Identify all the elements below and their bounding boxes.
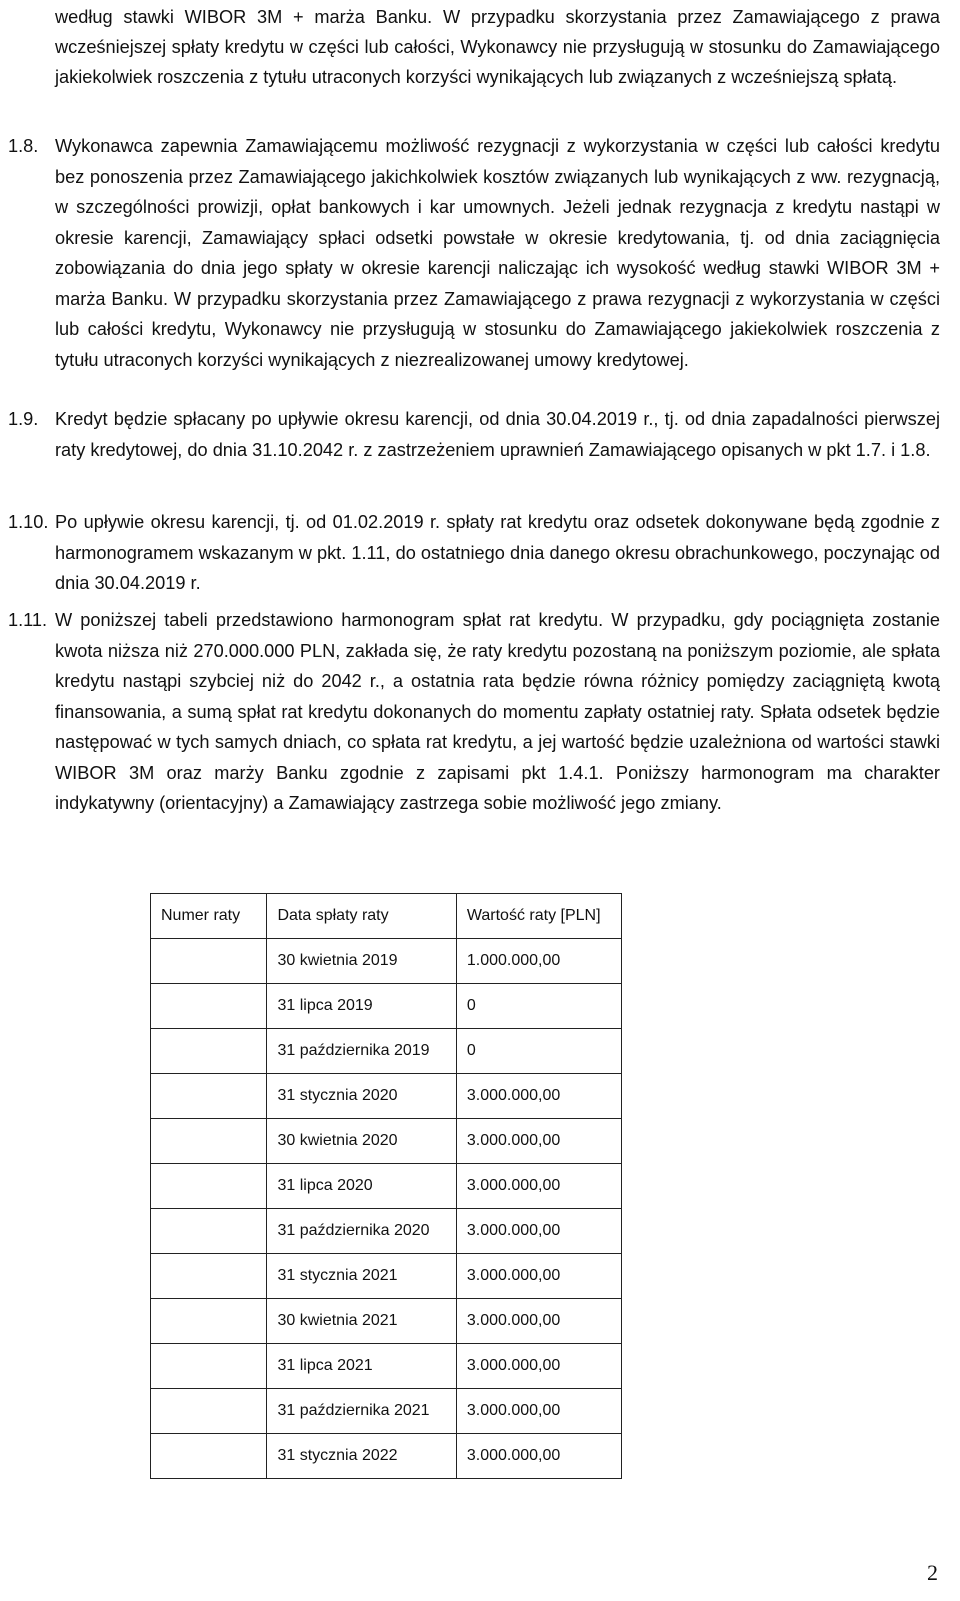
table-cell: 3.000.000,00 (456, 1119, 621, 1164)
table-cell (151, 1389, 267, 1434)
table-row (151, 984, 622, 1029)
clause-number: 1.11. (8, 610, 48, 630)
table-row (151, 1074, 622, 1119)
table-row (151, 1164, 622, 1209)
page-number: 2 (927, 1560, 938, 1585)
table-cell: 0 (456, 1029, 621, 1074)
table-cell (151, 1254, 267, 1299)
clause-text: Wykonawca zapewnia Zamawiającemu możliwość rezygnacji z wykorzystania w części lub całości kredytu bez ponoszenia przez Zamawiającego jakichkolwiek kosztów związanych lub wynikających z ww. rezygnacją, w szczególności prowizji, opłat bankowych i kar umownych. Jeżeli jednak rezygnacja z kredytu nastąpi w okresie karencji, Zamawiający spłaci odsetki powstałe w okresie kredytowania, tj. od dnia zaciągnięcia zobowiązania do dnia jego spłaty w okresie karencji naliczając ich wysokość według stawki WIBOR 3M + marża Banku. W przypadku skorzystania przez Zamawiającego z prawa rezygnacji z wykorzystania w części lub całości kredytu, Wykonawcy nie przysługują w stosunku do Zamawiającego jakiekolwiek roszczenia z tytułu utraconych korzyści wynikających z niezrealizowanej umowy kredytowej. (55, 136, 940, 370)
table-cell: 3.000.000,00 (456, 1344, 621, 1389)
table-row (151, 1119, 622, 1164)
clause-text: Po upływie okresu karencji, tj. od 01.02.2019 r. spłaty rat kredytu oraz odsetek dokonywane będą zgodnie z harmonogramem wskazanym w pkt. 1.11, do ostatniego dnia danego okresu obrachunkowego, poczynając od dnia 30.04.2019 r. (55, 512, 940, 593)
clause-number: 1.10. (8, 512, 49, 532)
table-row (151, 1029, 622, 1074)
clause-1-8 (0, 131, 940, 375)
table-cell (151, 1029, 267, 1074)
table-cell: 31 stycznia 2020 (267, 1074, 456, 1119)
table-cell: 31 października 2019 (267, 1029, 456, 1074)
table-cell (151, 1209, 267, 1254)
table-cell: 30 kwietnia 2019 (267, 939, 456, 984)
clause-number: 1.9. (8, 409, 39, 429)
table-cell: 30 kwietnia 2021 (267, 1299, 456, 1344)
clause-number: 1.8. (8, 136, 39, 156)
table-cell (151, 984, 267, 1029)
table-row (151, 1299, 622, 1344)
table-row (151, 1434, 622, 1479)
table-row (151, 1389, 622, 1434)
table-cell: 31 października 2021 (267, 1389, 456, 1434)
header-cell: Data spłaty raty (267, 894, 456, 939)
table-cell: 1.000.000,00 (456, 939, 621, 984)
table-row (151, 1344, 622, 1389)
table-cell: 31 stycznia 2022 (267, 1434, 456, 1479)
table-cell (151, 939, 267, 984)
table-row (151, 1254, 622, 1299)
table-header-row (151, 894, 622, 939)
table-cell: 3.000.000,00 (456, 1389, 621, 1434)
table-cell (151, 1299, 267, 1344)
header-cell: Wartość raty [PLN] (456, 894, 621, 939)
table-cell: 31 lipca 2019 (267, 984, 456, 1029)
clause-1-11 (0, 605, 940, 819)
table-cell (151, 1344, 267, 1389)
header-cell: Numer raty (151, 894, 267, 939)
table-row (151, 1209, 622, 1254)
repayment-schedule-table (150, 893, 622, 1479)
table-cell: 30 kwietnia 2020 (267, 1119, 456, 1164)
clause-1-10 (0, 507, 940, 599)
table-cell: 31 lipca 2021 (267, 1344, 456, 1389)
table-cell: 31 lipca 2020 (267, 1164, 456, 1209)
clause-text: Kredyt będzie spłacany po upływie okresu karencji, od dnia 30.04.2019 r., tj. od dnia zapadalności pierwszej raty kredytowej, do dnia 31.10.2042 r. z zastrzeżeniem uprawnień Zamawiającego opisanych w pkt 1.7. i 1.8. (55, 409, 940, 460)
table-row (151, 939, 622, 984)
table-cell (151, 1164, 267, 1209)
table-cell: 31 stycznia 2021 (267, 1254, 456, 1299)
intro-paragraph: według stawki WIBOR 3M + marża Banku. W przypadku skorzystania przez Zamawiającego z prawa wcześniejszej spłaty kredytu w części lub całości, Wykonawcy nie przysługują w stosunku do Zamawiającego jakiekolwiek roszczenia z tytułu utraconych korzyści wynikających lub związanych z wcześniejszą spłatą. (55, 7, 940, 87)
table-cell: 3.000.000,00 (456, 1209, 621, 1254)
table-cell: 31 października 2020 (267, 1209, 456, 1254)
clause-1-9 (0, 404, 940, 465)
table-cell: 3.000.000,00 (456, 1434, 621, 1479)
table-cell: 3.000.000,00 (456, 1074, 621, 1119)
table-cell (151, 1119, 267, 1164)
table-cell: 3.000.000,00 (456, 1164, 621, 1209)
table-cell: 3.000.000,00 (456, 1254, 621, 1299)
table-cell (151, 1434, 267, 1479)
table-cell: 0 (456, 984, 621, 1029)
table-cell: 3.000.000,00 (456, 1299, 621, 1344)
table-cell (151, 1074, 267, 1119)
clause-text: W poniższej tabeli przedstawiono harmonogram spłat rat kredytu. W przypadku, gdy pociągnięta zostanie kwota niższa niż 270.000.000 PLN, zakłada się, że raty kredytu pozostaną na poniższym poziomie, ale spłata kredytu nastąpi szybciej niż do 2042 r., a ostatnia rata będzie równa różnicy pomiędzy zaciągniętą kwotą finansowania, a sumą spłat rat kredytu dokonanych do momentu zapłaty ostatniej raty. Spłata odsetek będzie następować w tych samych dniach, co spłata rat kredytu, a jej wartość będzie uzależniona od wartości stawki WIBOR 3M oraz marży Banku zgodnie z zapisami pkt 1.4.1. Poniższy harmonogram ma charakter indykatywny (orientacyjny) a Zamawiający zastrzega sobie możliwość jego zmiany. (55, 610, 940, 813)
